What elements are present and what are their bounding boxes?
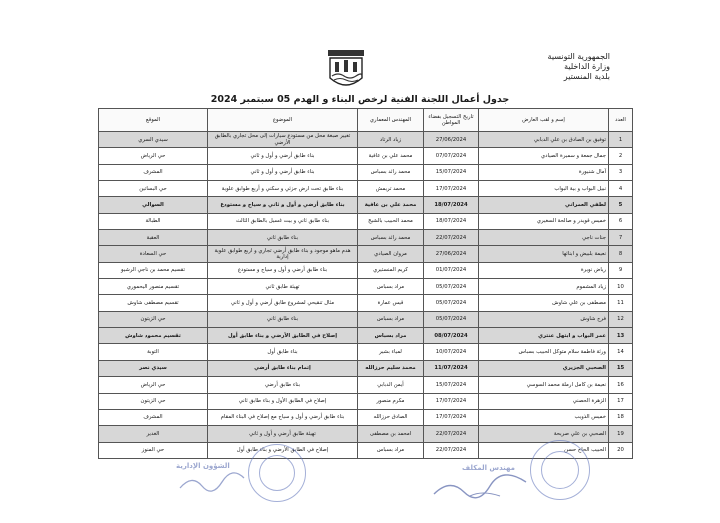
cell-name: رياض نويرة: [479, 262, 609, 278]
cell-location: حي الرياض: [99, 148, 208, 164]
cell-date: 22/07/2024: [424, 442, 479, 458]
cell-date: 05/07/2024: [424, 295, 479, 311]
table-row: [99, 197, 633, 213]
cell-num: 14: [609, 344, 633, 360]
cell-num: 9: [609, 262, 633, 278]
cell-date: 18/07/2024: [424, 197, 479, 213]
cell-date: 27/06/2024: [424, 132, 479, 148]
table-row: [99, 279, 633, 295]
cell-engineer: محمد رائد بسباس: [358, 230, 424, 246]
cell-date: 15/07/2024: [424, 164, 479, 180]
cell-subject: تهيئة طابق أرضي و أول و ثاني: [208, 426, 358, 442]
cell-engineer: امحمد بن مصطفى: [358, 426, 424, 442]
municipality-emblem-icon: [326, 48, 366, 92]
cell-engineer: أيمن الدبابي: [358, 377, 424, 393]
cell-num: 15: [609, 360, 633, 376]
cell-num: 1: [609, 132, 633, 148]
cell-location: حي الزيتون: [99, 393, 208, 409]
cell-name: توفيق بن الصادق بن علي الدبابي: [479, 132, 609, 148]
cell-num: 3: [609, 164, 633, 180]
header-ministry: وزارة الداخلية: [564, 62, 610, 71]
cell-engineer: مراد بسباس: [358, 442, 424, 458]
cell-subject: بناء طابق أرضي و أول و ثاني: [208, 148, 358, 164]
header-num: العدد: [609, 109, 633, 132]
cell-name: مصطفى بن علي شاوش: [479, 295, 609, 311]
cell-date: 17/07/2024: [424, 393, 479, 409]
cell-engineer: مراد بسباس: [358, 279, 424, 295]
cell-location: التوبة: [99, 344, 208, 360]
table-row: [99, 246, 633, 262]
cell-date: 05/07/2024: [424, 311, 479, 327]
cell-location: المشرف: [99, 164, 208, 180]
cell-name: نعيمة بلبيض و ابنائها: [479, 246, 609, 262]
cell-num: 4: [609, 181, 633, 197]
cell-subject: بناء طابق أرضي و أول و سياج مع إصلاح في البناء المقام: [208, 409, 358, 425]
cell-location: حي السعادة: [99, 246, 208, 262]
cell-date: 05/07/2024: [424, 279, 479, 295]
cell-num: 13: [609, 328, 633, 344]
cell-engineer: زياد الرتاد: [358, 132, 424, 148]
cell-name: الحبيب الحاج حسن: [479, 442, 609, 458]
cell-date: 18/07/2024: [424, 213, 479, 229]
header-name: إسم و لقب العارض: [479, 109, 609, 132]
cell-num: 16: [609, 377, 633, 393]
cell-location: سيدي السري: [99, 132, 208, 148]
cell-engineer: محمد سليم حرزالله: [358, 360, 424, 376]
cell-engineer: محمد الحبيب بالشيخ: [358, 213, 424, 229]
cell-name: لطفي العمراني: [479, 197, 609, 213]
table-row: [99, 328, 633, 344]
header-location: الموقع: [99, 109, 208, 132]
cell-date: 17/07/2024: [424, 181, 479, 197]
header-municipality: بلدية المنستير: [563, 72, 610, 81]
cell-name: الصحبي الجزيري: [479, 360, 609, 376]
cell-name: جمال جمعة و سميرة الصيادي: [479, 148, 609, 164]
cell-location: الغدير: [99, 426, 208, 442]
header-subject: الموضوع: [208, 109, 358, 132]
header-republic: الجمهورية التونسية: [547, 52, 610, 61]
right-signature-icon: [430, 472, 530, 502]
cell-location: سيدي نصر: [99, 360, 208, 376]
cell-subject: بناء طابق ثاني و بيت غسيل بالطابق الثالث: [208, 213, 358, 229]
cell-location: تقسيم محمد بن ناجي الرشيو: [99, 262, 208, 278]
cell-num: 2: [609, 148, 633, 164]
cell-engineer: محمد تريمش: [358, 181, 424, 197]
cell-engineer: الصادق حرزالله: [358, 409, 424, 425]
cell-engineer: مراد بسباس: [358, 311, 424, 327]
table-row: [99, 393, 633, 409]
cell-location: السوالي: [99, 197, 208, 213]
right-stamp-inner-ring: [541, 451, 579, 489]
cell-num: 18: [609, 409, 633, 425]
cell-date: 01/07/2024: [424, 262, 479, 278]
cell-subject: إصلاح في الطابق الأرضي و بناء طابق أول: [208, 442, 358, 458]
cell-subject: تهيئة طابق ثاني: [208, 279, 358, 295]
cell-engineer: مكرم منصور: [358, 393, 424, 409]
table-row: [99, 230, 633, 246]
cell-subject: إصلاح في الطابق الأول و بناء طابق ثاني: [208, 393, 358, 409]
cell-name: فرج شاوش: [479, 311, 609, 327]
table-row: [99, 409, 633, 425]
left-stamp-inner-ring: [259, 455, 295, 491]
cell-subject: بناء طابق ثاني: [208, 230, 358, 246]
left-stamp: [248, 444, 306, 502]
cell-name: عمر البواب و ابتهل عنتري: [479, 328, 609, 344]
right-signature-text: مهندس المكلف: [462, 464, 515, 472]
cell-name: نبيل البواب و بية البواب: [479, 181, 609, 197]
cell-engineer: مروان الصيادي: [358, 246, 424, 262]
cell-location: حي البساتين: [99, 181, 208, 197]
document-title: جدول أعمال اللجنة الفنية لرخص البناء و الهدم 05 سبتمبر 2024: [210, 94, 510, 105]
cell-subject: بناء طابق أرضي و أول و ثاني: [208, 164, 358, 180]
cell-name: زياد المشموم: [479, 279, 609, 295]
cell-date: 07/07/2024: [424, 148, 479, 164]
table-row: [99, 426, 633, 442]
header-engineer: المهندس المعماري: [358, 109, 424, 132]
header-date: تاريخ التسجيل بفضاء المواطن: [424, 109, 479, 132]
cell-name: آمال شنيورة: [479, 164, 609, 180]
cell-num: 7: [609, 230, 633, 246]
table-row: [99, 262, 633, 278]
cell-name: خميس قويدر و صالحة السغيري: [479, 213, 609, 229]
cell-engineer: محمد علي بن عافية: [358, 148, 424, 164]
cell-date: 22/07/2024: [424, 426, 479, 442]
cell-location: المشرف: [99, 409, 208, 425]
cell-location: حي الرياض: [99, 377, 208, 393]
cell-name: الزهرة الحصني: [479, 393, 609, 409]
table-row: [99, 360, 633, 376]
cell-engineer: مراد بسباس: [358, 328, 424, 344]
cell-num: 5: [609, 197, 633, 213]
cell-engineer: لمياء بشير: [358, 344, 424, 360]
cell-subject: بناء طابق أول: [208, 344, 358, 360]
cell-subject: هدم ماهو موجود و بناء طابق أرضي تجاري و اربع طوابق علوية إدارية: [208, 246, 358, 262]
table-row: [99, 295, 633, 311]
cell-name: الصحبي بن علي صريحة: [479, 426, 609, 442]
cell-location: العقبة: [99, 230, 208, 246]
cell-name: ورثة فاطمة سلام متوكل الحبيب بسباس: [479, 344, 609, 360]
table-row: [99, 213, 633, 229]
cell-date: 08/07/2024: [424, 328, 479, 344]
table-row: [99, 377, 633, 393]
official-header: [548, 52, 610, 82]
cell-subject: مثال تنقيحي لمشروع طابق أرضي و أول و ثاني: [208, 295, 358, 311]
cell-location: الطبالة: [99, 213, 208, 229]
left-signature-icon: [178, 470, 248, 496]
cell-num: 12: [609, 311, 633, 327]
table-row: [99, 181, 633, 197]
cell-num: 8: [609, 246, 633, 262]
cell-name: خميس الذويب: [479, 409, 609, 425]
cell-engineer: محمد رائد بسباس: [358, 164, 424, 180]
cell-date: 10/07/2024: [424, 344, 479, 360]
table-row: [99, 164, 633, 180]
cell-location: حي الزيتون: [99, 311, 208, 327]
right-stamp: [530, 440, 590, 500]
table-row: [99, 148, 633, 164]
cell-subject: إتمام بناء طابق أرضي: [208, 360, 358, 376]
works-table: [98, 108, 633, 459]
cell-engineer: محمد علي بن عافية: [358, 197, 424, 213]
table-row: [99, 132, 633, 148]
cell-location: تقسيم محمود شاوش: [99, 328, 208, 344]
cell-name: جنات ناجي: [479, 230, 609, 246]
cell-subject: إصلاح في الطابق الأرضي و بناء طابق أول: [208, 328, 358, 344]
table-row: [99, 311, 633, 327]
cell-num: 11: [609, 295, 633, 311]
cell-num: 20: [609, 442, 633, 458]
cell-subject: بناء طابق أرضي و أول و سياج و مستودع: [208, 262, 358, 278]
cell-location: حي المنوز: [99, 442, 208, 458]
cell-num: 17: [609, 393, 633, 409]
cell-date: 27/06/2024: [424, 246, 479, 262]
cell-location: تقسيم مصطفى شاوش: [99, 295, 208, 311]
cell-date: 17/07/2024: [424, 409, 479, 425]
cell-subject: تغيير صبغة محل من مستودع سيارات إلى محل تجاري بالطابق الأرضي: [208, 132, 358, 148]
cell-date: 11/07/2024: [424, 360, 479, 376]
cell-subject: بناء طابق أرضي و أول و ثاني و سياج و مستودع: [208, 197, 358, 213]
cell-subject: بناء طابق ثاني: [208, 311, 358, 327]
cell-subject: بناء طابق تحت ارض جزئي و سكني و أربع طوابق علوية: [208, 181, 358, 197]
cell-num: 10: [609, 279, 633, 295]
cell-subject: بناء طابق أرضي: [208, 377, 358, 393]
table-header-row: [99, 109, 633, 132]
cell-engineer: قيس عمارة: [358, 295, 424, 311]
cell-location: تقسيم منصور اليحموري: [99, 279, 208, 295]
table-row: [99, 344, 633, 360]
cell-date: 15/07/2024: [424, 377, 479, 393]
cell-num: 6: [609, 213, 633, 229]
cell-num: 19: [609, 426, 633, 442]
cell-name: نعيمة بن كامل ارملة محمد السوسي: [479, 377, 609, 393]
cell-engineer: كريم المنستيري: [358, 262, 424, 278]
left-signature-text: الشؤون الإدارية: [176, 462, 230, 470]
cell-date: 22/07/2024: [424, 230, 479, 246]
